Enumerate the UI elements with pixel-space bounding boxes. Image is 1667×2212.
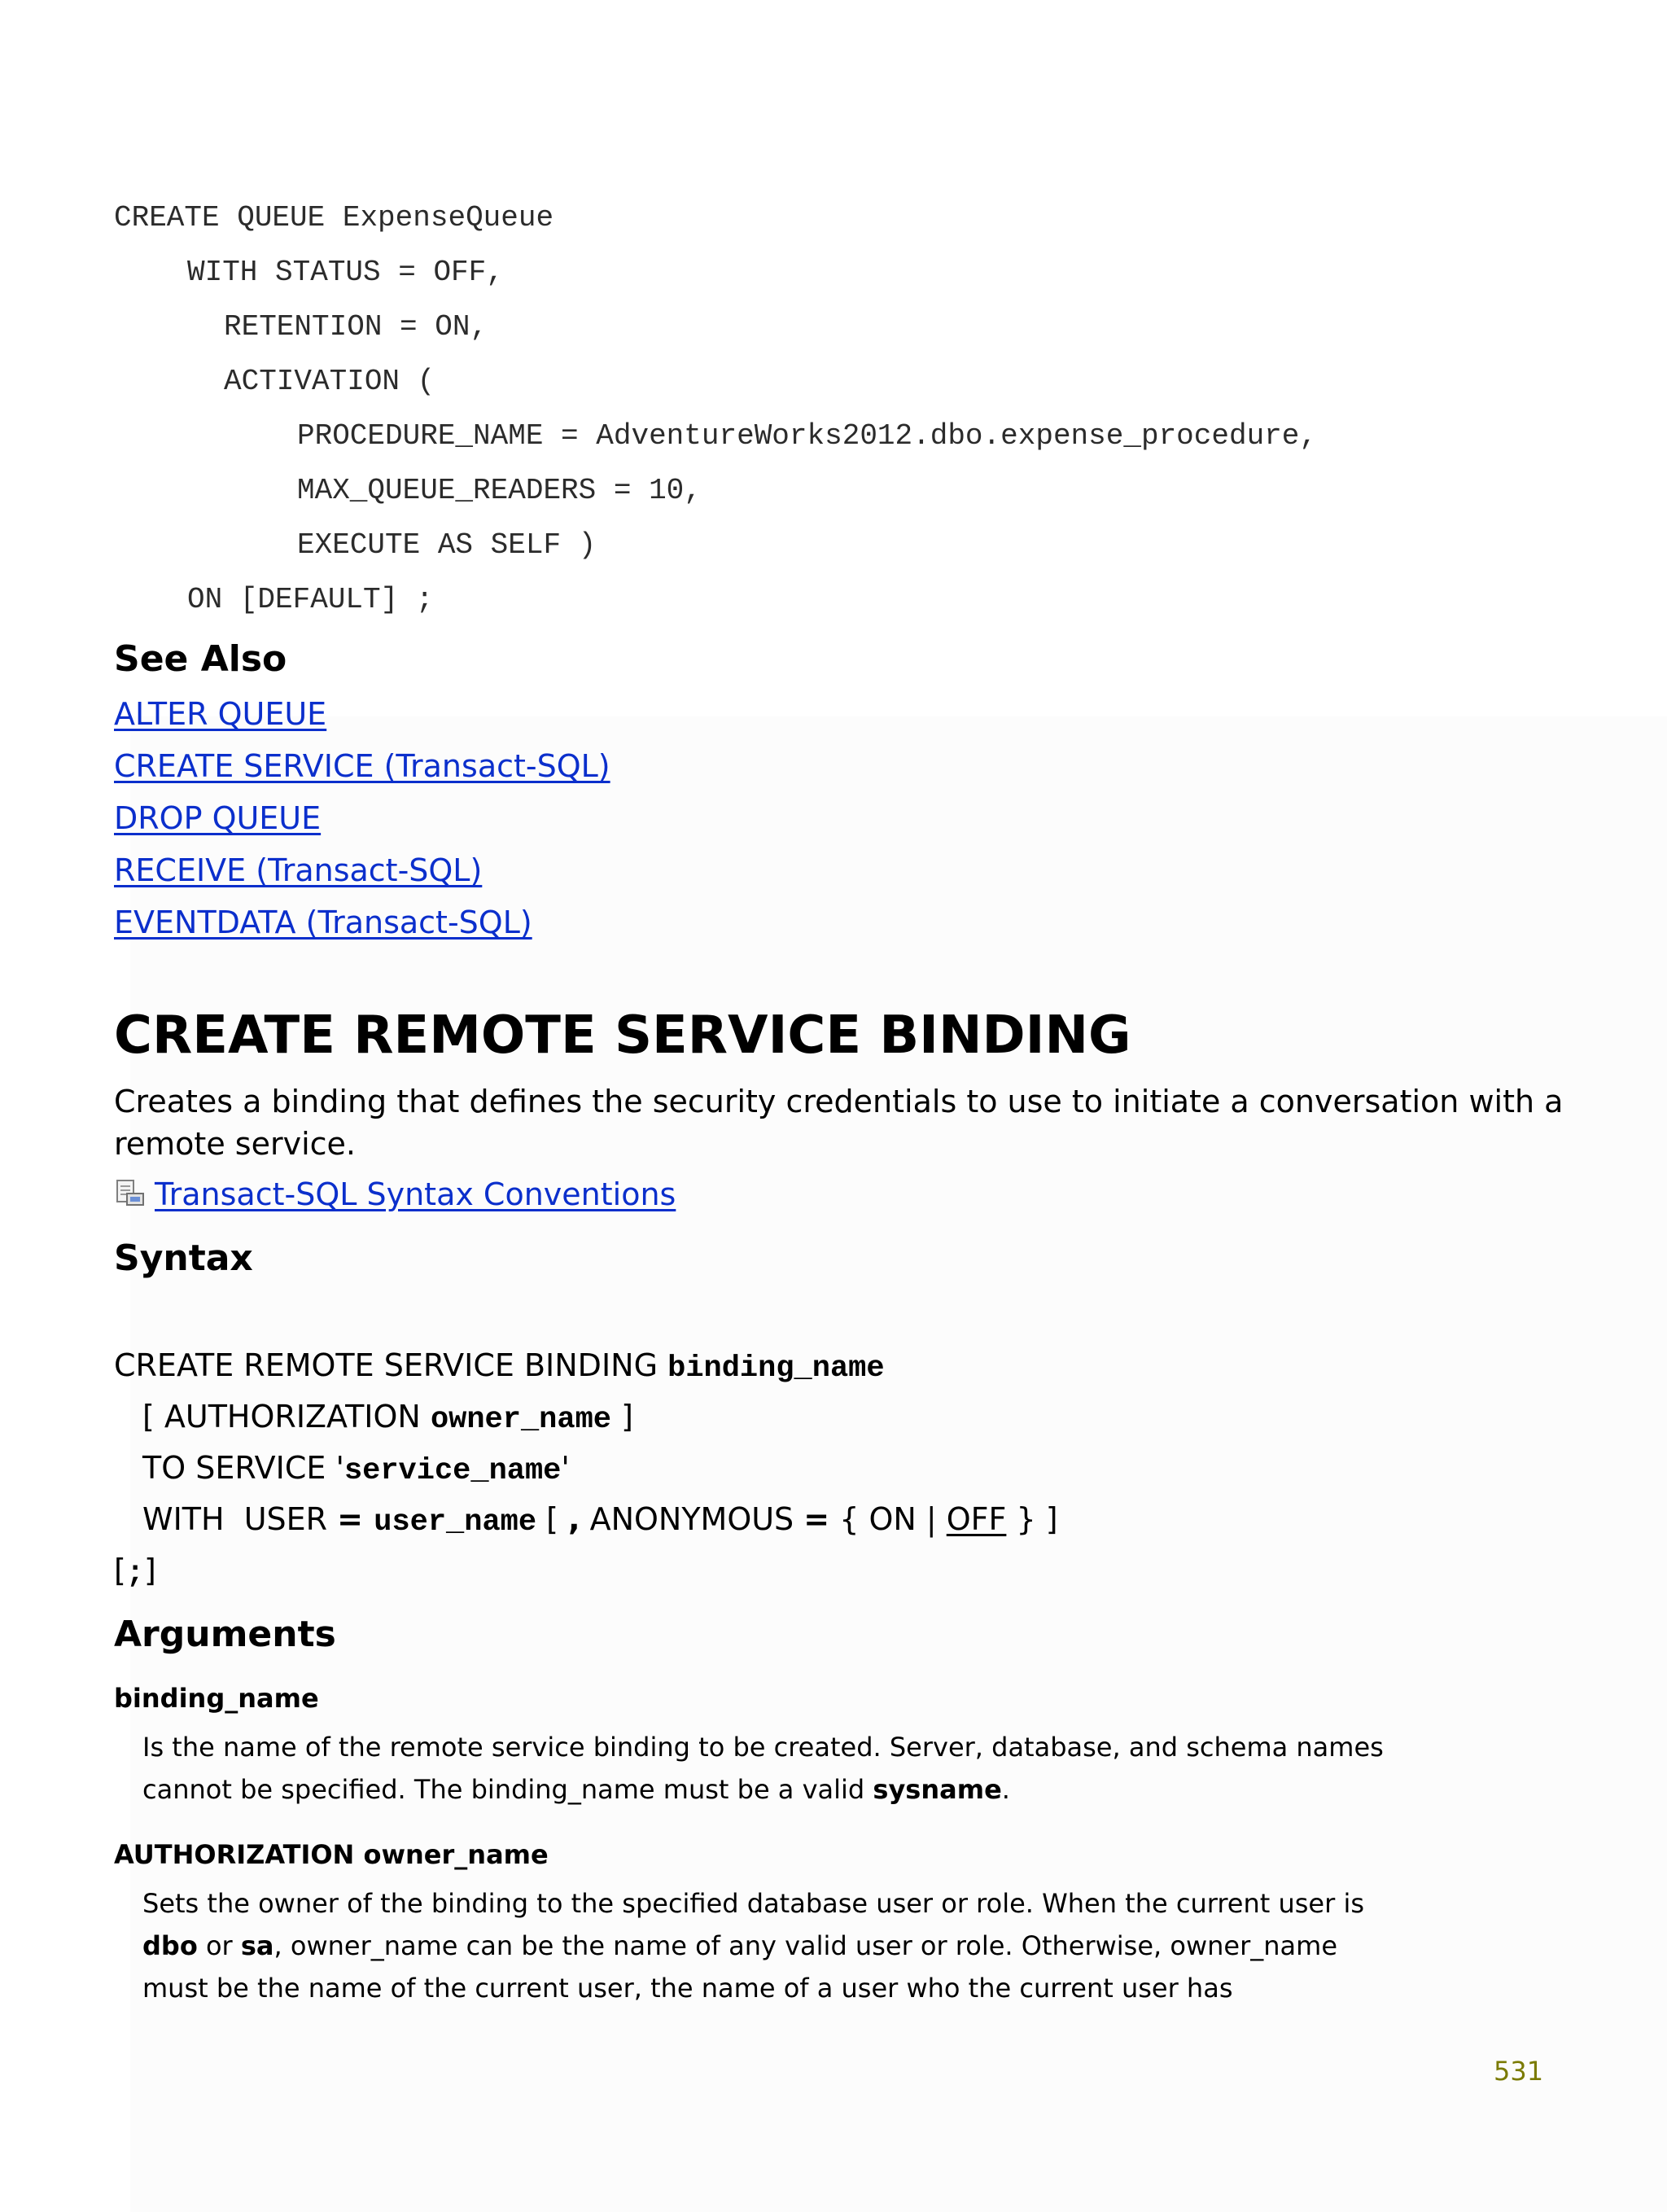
see-also-heading: See Also [114,638,287,680]
arguments-heading: Arguments [114,1614,336,1655]
code-line: RETENTION = ON, [224,310,488,344]
page-number: 531 [1494,2056,1544,2087]
argument-term-authorization: AUTHORIZATION owner_name [114,1839,549,1870]
code-line: PROCEDURE_NAME = AdventureWorks2012.dbo.expense_procedure, [297,419,1318,453]
code-line: ON [DEFAULT] ; [187,583,434,616]
syntax-bracket: } ] [1006,1501,1058,1537]
argument-term-binding-name: binding_name [114,1683,319,1714]
syntax-comma: , [568,1501,580,1537]
page-title: CREATE REMOTE SERVICE BINDING [114,1005,1131,1066]
syntax-semicolon: ; [125,1557,145,1591]
link-drop-queue[interactable]: DROP QUEUE [114,800,322,836]
syntax-bracket: ] [610,1399,633,1435]
argument-text-bold: sysname [873,1774,1002,1805]
code-line: ACTIVATION ( [224,365,435,398]
argument-description [142,1774,1010,1805]
syntax-line-5 [114,1555,156,1589]
link-syntax-conventions[interactable]: Transact-SQL Syntax Conventions [155,1176,676,1212]
syntax-keyword: [ AUTHORIZATION [142,1399,431,1435]
syntax-keyword: TO SERVICE ' [142,1450,344,1486]
code-line: CREATE QUEUE ExpenseQueue [114,201,554,234]
code-line: EXECUTE AS SELF ) [297,528,597,562]
syntax-bracket: [ [114,1553,126,1588]
document-link-icon [114,1179,147,1208]
argument-text-bold: dbo [142,1930,198,1961]
syntax-keyword: CREATE REMOTE SERVICE BINDING [114,1347,668,1383]
link-eventdata[interactable]: EVENTDATA (Transact-SQL) [114,905,532,940]
syntax-line-2 [142,1401,633,1435]
argument-description: Is the name of the remote service binding to be created. Server, database, and schema names [142,1732,1384,1763]
syntax-equals: = [803,1501,830,1537]
argument-text: cannot be specified. The binding_name must be a valid [142,1774,873,1805]
syntax-default-off: OFF [946,1501,1007,1537]
link-alter-queue[interactable]: ALTER QUEUE [114,696,327,732]
section-description-line2: remote service. [114,1126,356,1162]
syntax-arg-owner-name: owner_name [430,1403,611,1437]
syntax-quote: ' [561,1450,570,1486]
syntax-arg-binding-name: binding_name [667,1351,885,1386]
argument-description: must be the name of the current user, the name of a user who the current user has [142,1973,1233,2004]
syntax-bracket: ] [144,1553,156,1588]
syntax-keyword: ANONYMOUS [580,1501,804,1537]
argument-text: or [197,1930,241,1961]
syntax-line-1 [114,1347,885,1386]
conventions-row [114,1176,676,1212]
syntax-heading: Syntax [114,1237,253,1279]
section-description-line1: Creates a binding that defines the security credentials to use to initiate a conversation with a [114,1084,1564,1119]
syntax-keyword: WITH USER [142,1501,338,1537]
syntax-equals: = [337,1501,374,1537]
syntax-arg-service-name: service_name [343,1454,562,1488]
link-create-service[interactable]: CREATE SERVICE (Transact-SQL) [114,748,610,784]
syntax-bracket: [ [536,1501,569,1537]
syntax-options: { ON | [829,1501,947,1537]
argument-text-bold: sa [240,1930,274,1961]
argument-text: . [1001,1774,1010,1805]
code-line: MAX_QUEUE_READERS = 10, [297,474,702,507]
syntax-line-3 [142,1452,570,1487]
syntax-arg-user-name: user_name [374,1505,537,1540]
argument-description [142,1930,1337,1961]
argument-description: Sets the owner of the binding to the specified database user or role. When the current user is [142,1888,1364,1919]
link-receive[interactable]: RECEIVE (Transact-SQL) [114,852,483,888]
code-line: WITH STATUS = OFF, [187,256,504,289]
syntax-line-4 [142,1501,1058,1540]
argument-text: , owner_name can be the name of any valid user or role. Otherwise, owner_name [273,1930,1337,1961]
